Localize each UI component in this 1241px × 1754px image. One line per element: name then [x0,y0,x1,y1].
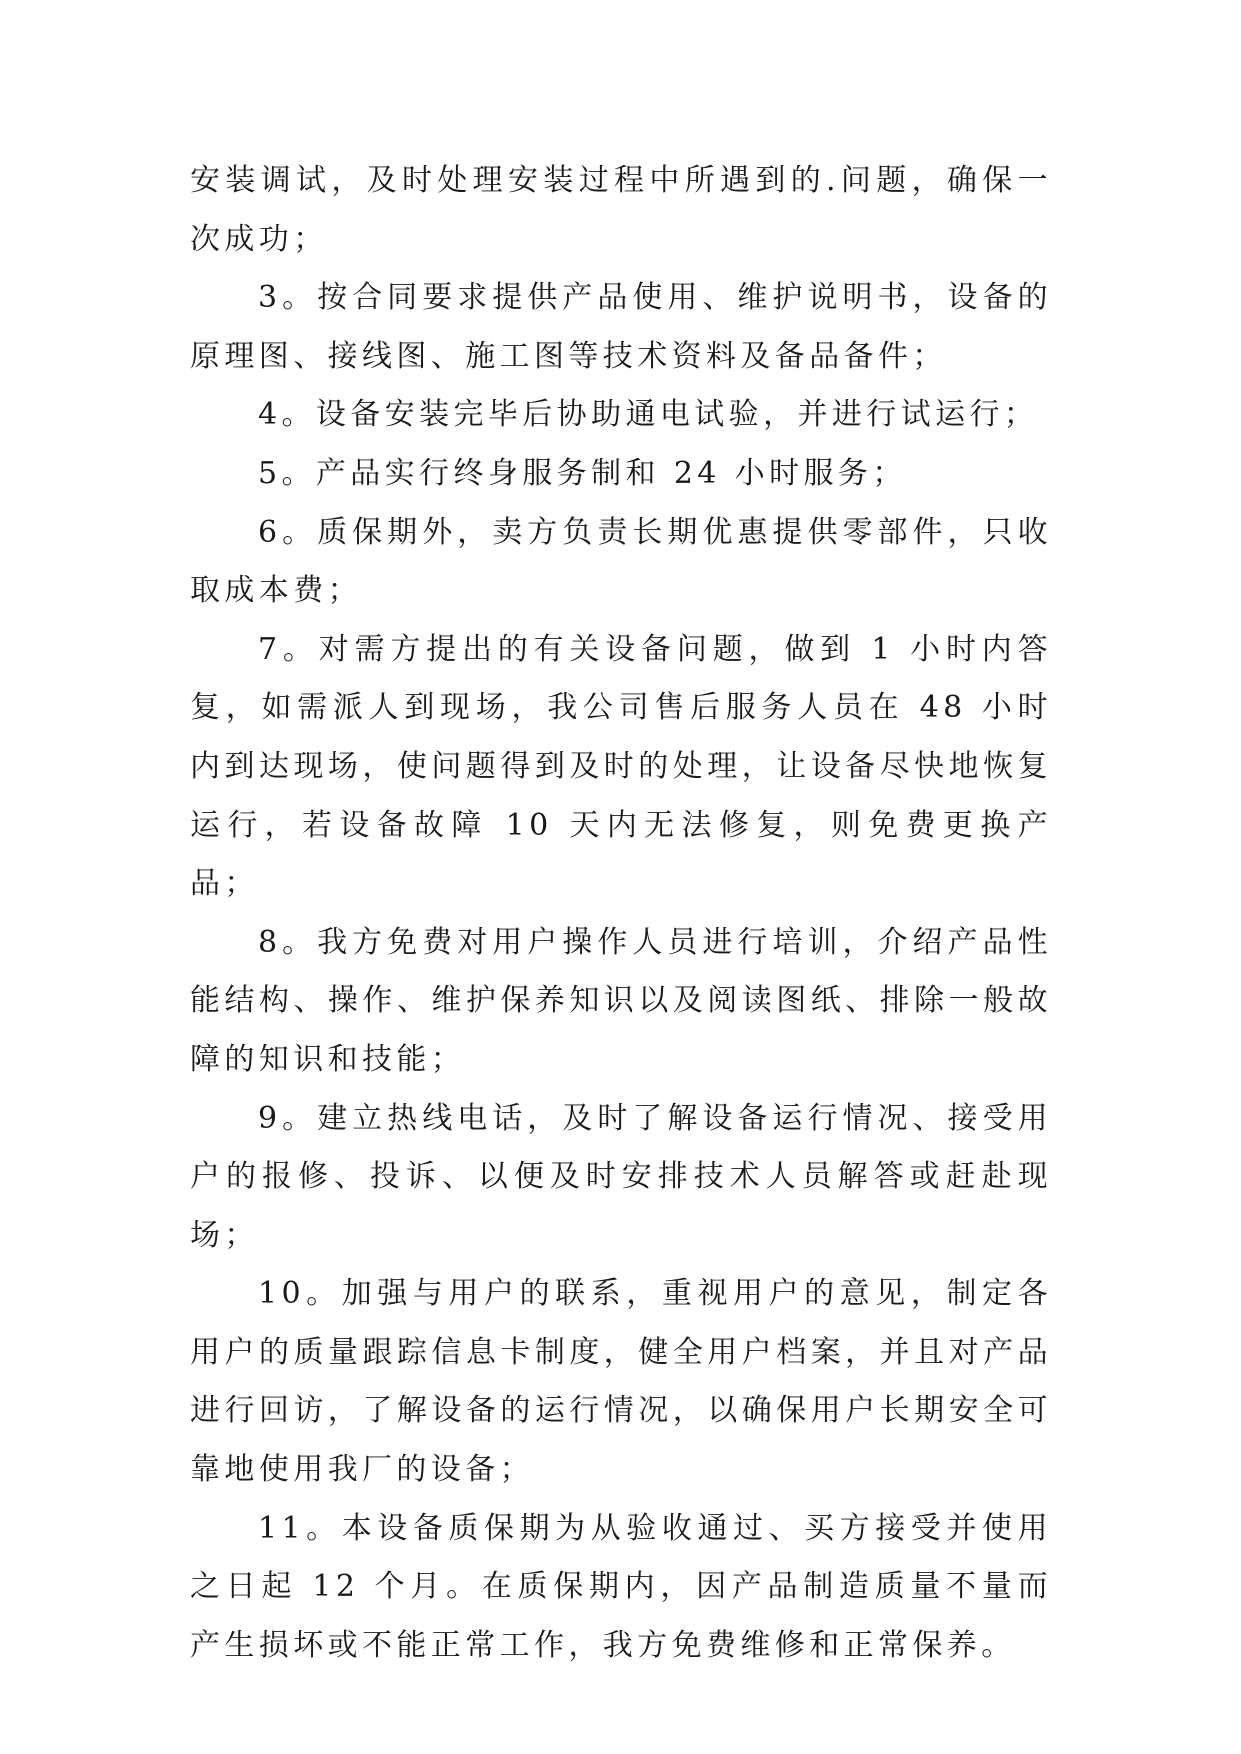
paragraph-item-4: 4。设备安装完毕后协助通电试验，并进行试运行； [258,397,1039,433]
paragraph-item-8: 8。我方免费对用户操作人员进行培训，介绍产品性能结构、操作、维护保养知识以及阅读图纸、排除一般故障的知识和技能； [190,924,1052,1077]
paragraph-item-7: 7。对需方提出的有关设备问题，做到 1 小时内答复，如需派人到现场，我公司售后服务人员在 48 小时内到达现场，使问题得到及时的处理，让设备尽快地恢复运行，若设备故障 10 天内无法修复，则免费更换产品； [190,631,1052,902]
paragraph-item-9: 9。建立热线电话，及时了解设备运行情况、接受用户的报修、投诉、以便及时安排技术人员解答或赶赴现场； [190,1100,1052,1253]
paragraph-item-6: 6。质保期外，卖方负责长期优惠提供零部件，只收取成本费； [190,514,1052,609]
document-body [190,152,1052,1675]
paragraph-item-11: 11。本设备质保期为从验收通过、买方接受并使用之日起 12 个月。在质保期内，因产品制造质量不量而产生损坏或不能正常工作，我方免费维修和正常保养。 [190,1510,1052,1663]
paragraph-continuation: 安装调试，及时处理安装过程中所遇到的.问题，确保一次成功； [190,163,1052,257]
paragraph-item-3: 3。按合同要求提供产品使用、维护说明书，设备的原理图、接线图、施工图等技术资料及备品备件； [190,280,1052,374]
paragraph-item-10: 10。加强与用户的联系，重视用户的意见，制定各用户的质量跟踪信息卡制度，健全用户档案，并且对产品进行回访，了解设备的运行情况，以确保用户长期安全可靠地使用我厂的设备； [190,1276,1052,1488]
paragraph-item-5: 5。产品实行终身服务制和 24 小时服务； [258,455,907,491]
